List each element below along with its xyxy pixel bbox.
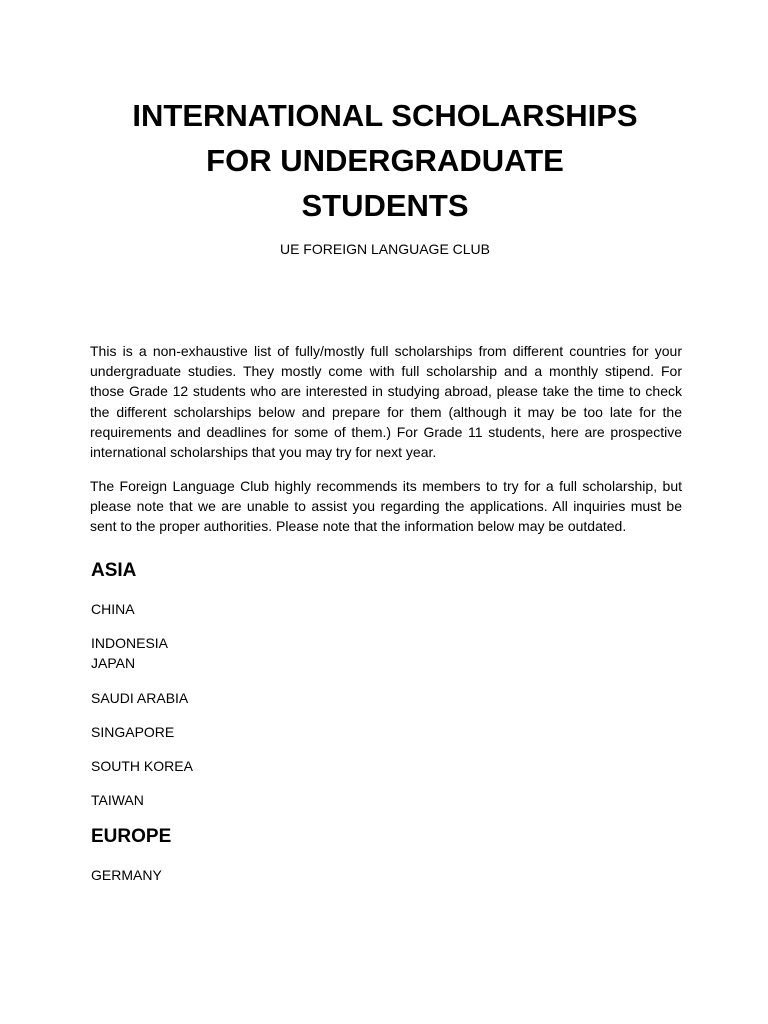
title-line: FOR UNDERGRADUATE [206, 143, 564, 178]
country-item-singapore: SINGAPORE [91, 724, 175, 740]
country-item-germany: GERMANY [91, 867, 162, 883]
intro-paragraph: This is a non-exhaustive list of fully/mostly full scholarships from different countries for your undergraduate studies. They mostly come with full scholarship and a monthly stipend. For those Grade 12 students who are interested in studying abroad, please take the time to check the different scholarships below and prepare for them (although it may be too late for the requirements and deadlines for some of them.) For Grade 11 students, here are prospective international scholarships that you may try for next year. [90, 343, 682, 461]
document-title [90, 93, 680, 228]
section-heading-asia: ASIA [91, 560, 137, 581]
country-item-china: CHINA [91, 601, 135, 617]
document-subtitle: UE FOREIGN LANGUAGE CLUB [279, 241, 491, 257]
country-item-south-korea: SOUTH KOREA [91, 758, 193, 774]
country-item-japan: JAPAN [91, 655, 136, 671]
disclaimer-paragraph: The Foreign Language Club highly recommends its members to try for a full scholarship, but please note that we are unable to assist you regarding the applications. All inquiries must be sent to the proper authorities. Please note that the information below may be outdated. [90, 478, 682, 535]
title-line: INTERNATIONAL SCHOLARSHIPS [132, 98, 638, 133]
country-item-taiwan: TAIWAN [91, 792, 144, 808]
country-item-saudi-arabia: SAUDI ARABIA [91, 690, 189, 706]
title-line: STUDENTS [301, 188, 469, 223]
section-heading-europe: EUROPE [91, 826, 172, 847]
country-item-indonesia: INDONESIA [91, 635, 169, 651]
